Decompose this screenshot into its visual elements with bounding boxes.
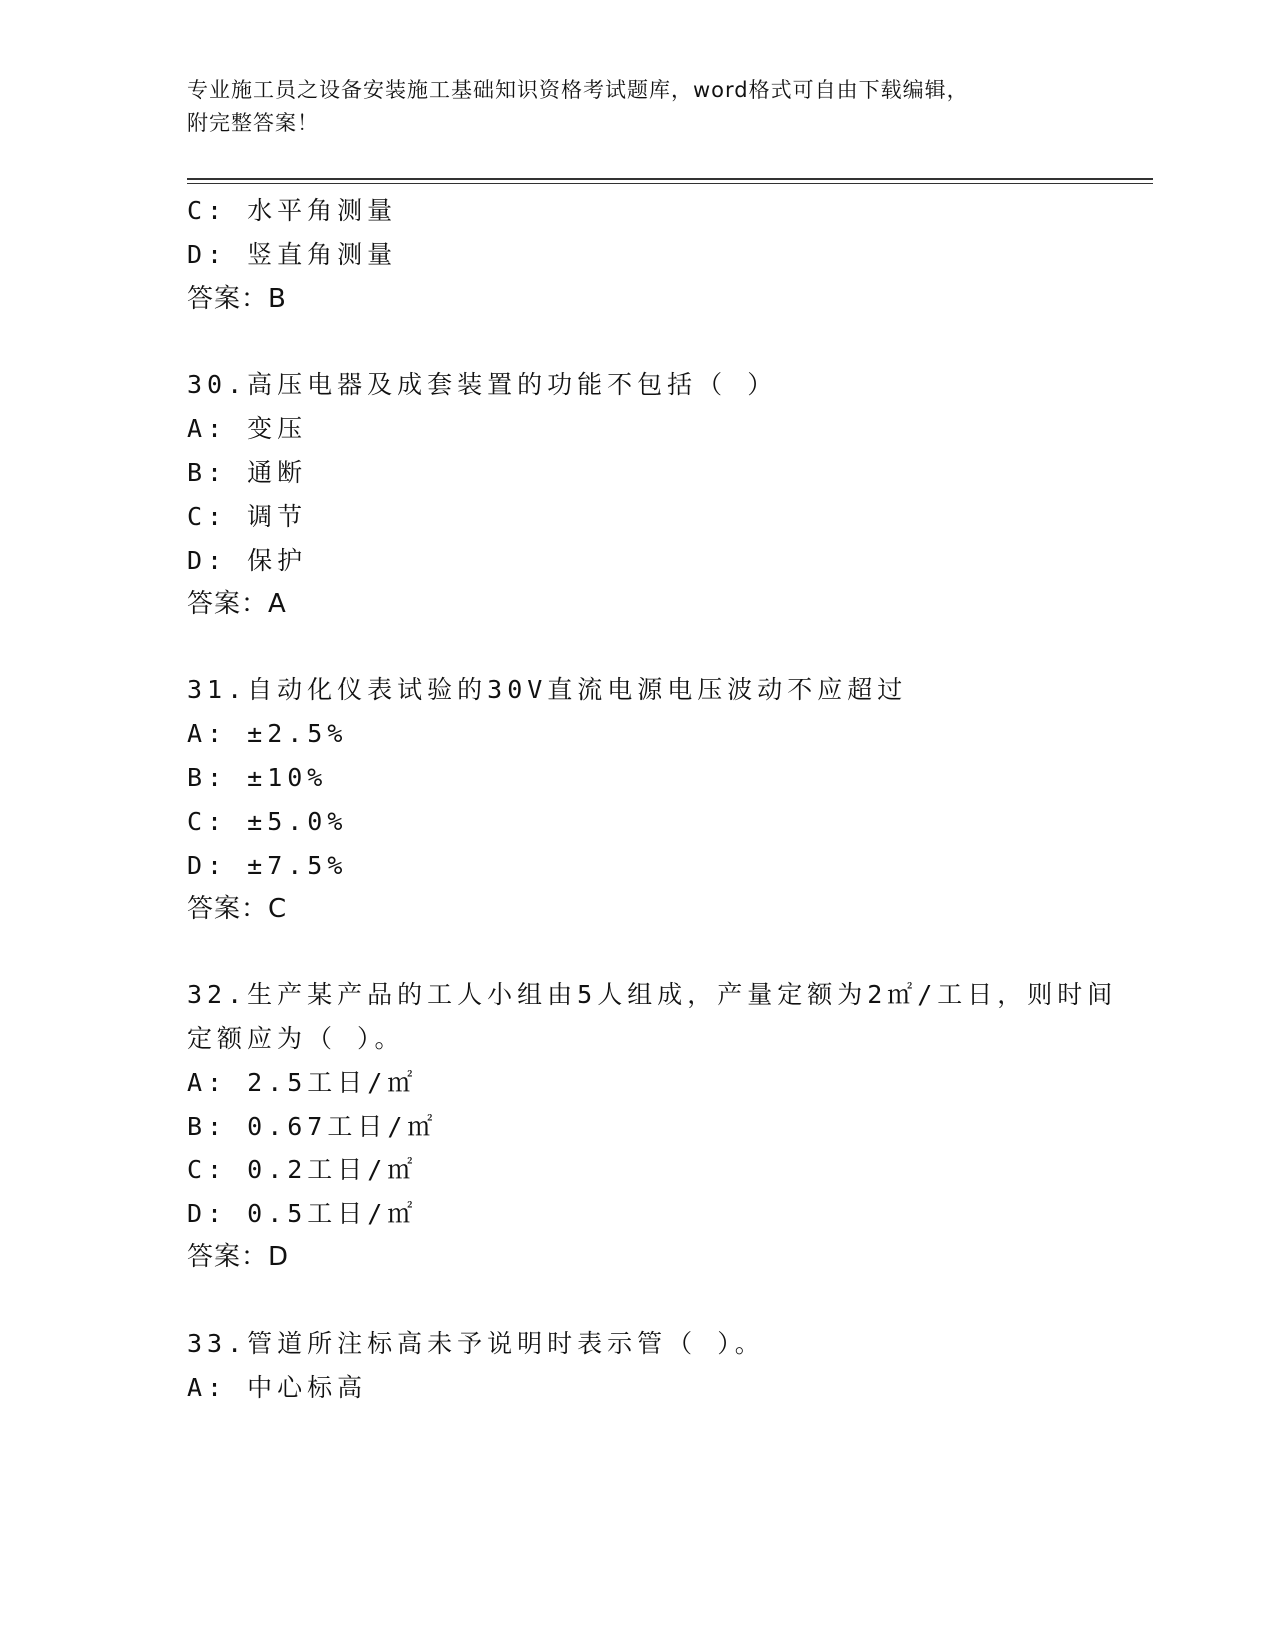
option-b: B: ±10% <box>187 763 328 792</box>
option-d: D: 0.5工日/㎡ <box>187 1199 418 1228</box>
option-d: D: ±7.5% <box>187 851 348 880</box>
document-header <box>187 74 1087 140</box>
header-divider-thick <box>187 178 1153 180</box>
header-line-1: 专业施工员之设备安装施工基础知识资格考试题库，word格式可自由下载编辑， <box>187 78 969 102</box>
answer-text: 答案：C <box>187 894 288 924</box>
option-c: C: 水平角测量 <box>187 196 398 225</box>
option-d: D: 竖直角测量 <box>187 240 398 269</box>
question-stem: 31.自动化仪表试验的30V直流电源电压波动不应超过 <box>187 675 908 704</box>
option-a: A: ±2.5% <box>187 719 348 748</box>
option-c: C: 调节 <box>187 502 308 531</box>
option-a: A: 变压 <box>187 414 308 443</box>
option-b: B: 通断 <box>187 458 308 487</box>
answer-text: 答案：A <box>187 589 287 619</box>
option-c: C: ±5.0% <box>187 807 348 836</box>
option-b: B: 0.67工日/㎡ <box>187 1112 438 1141</box>
question-stem: 32.生产某产品的工人小组由5人组成，产量定额为2㎡/工日，则时间 <box>187 980 1118 1009</box>
question-stem: 33.管道所注标高未予说明时表示管（ ）。 <box>187 1329 765 1358</box>
question-stem-continued: 定额应为（ ）。 <box>187 1024 405 1053</box>
option-d: D: 保护 <box>187 546 308 575</box>
answer-text: 答案：B <box>187 284 287 314</box>
header-line-2: 附完整答案！ <box>187 111 319 135</box>
answer-text: 答案：D <box>187 1242 290 1272</box>
header-divider-thin <box>187 183 1153 184</box>
option-a: A: 2.5工日/㎡ <box>187 1068 418 1097</box>
option-a: A: 中心标高 <box>187 1373 368 1402</box>
question-stem: 30.高压电器及成套装置的功能不包括（ ） <box>187 370 778 399</box>
option-c: C: 0.2工日/㎡ <box>187 1155 418 1184</box>
